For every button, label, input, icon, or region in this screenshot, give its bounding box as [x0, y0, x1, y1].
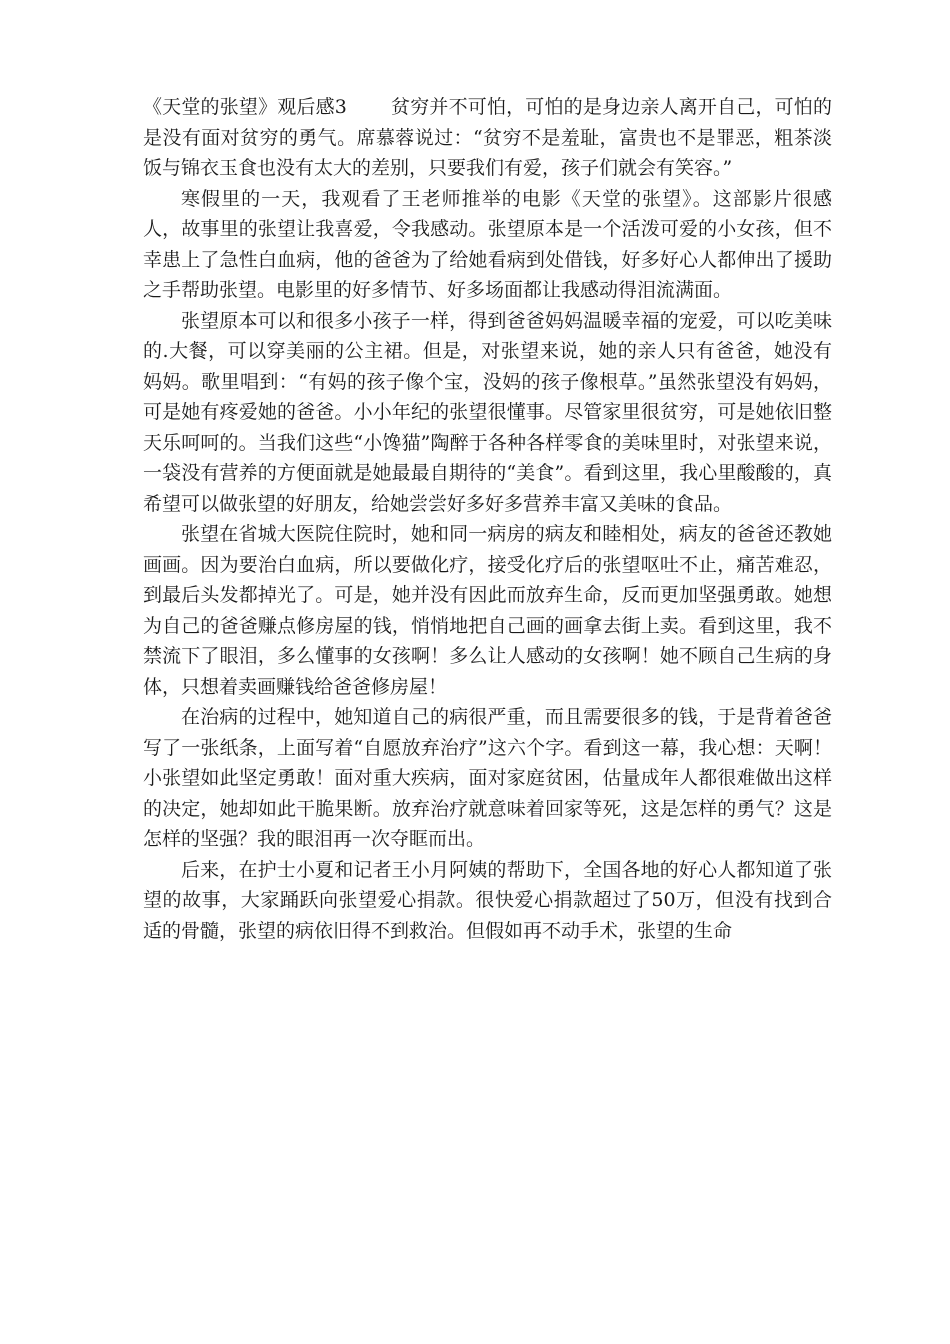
paragraph-1: 贫穷并不可怕，可怕的是身边亲人离开自己，可怕的是没有面对贫穷的勇气。席慕蓉说过：“贫穷不是羞耻，富贵也不是罪恶，粗茶淡饭与锦衣玉食也没有太大的差别，只要我们有爱，孩子们就会有笑容。”	[143, 96, 832, 179]
paragraph-4: 张望在省城大医院住院时，她和同一病房的病友和睦相处，病友的爸爸还教她画画。因为要治白血病，所以要做化疗，接受化疗后的张望呕吐不止，痛苦难忍，到最后头发都掉光了。可是，她并没有因此而放弃生命，反而更加坚强勇敢。她想为自己的爸爸赚点修房屋的钱，悄悄地把自己画的画拿去街上卖。看到这里，我不禁流下了眼泪，多么懂事的女孩啊！多么让人感动的女孩啊！她不顾自己生病的身体，只想着卖画赚钱给爸爸修房屋！	[143, 523, 832, 698]
paragraph-3: 张望原本可以和很多小孩子一样，得到爸爸妈妈温暖幸福的宠爱，可以吃美味的.大餐，可以穿美丽的公主裙。但是，对张望来说，她的亲人只有爸爸，她没有妈妈。歌里唱到：“有妈的孩子像个宝，没妈的孩子像根草。”虽然张望没有妈妈，可是她有疼爱她的爸爸。小小年纪的张望很懂事。尽管家里很贫穷，可是她依旧整天乐呵呵的。当我们这些“小馋猫”陶醉于各种各样零食的美味里时，对张望来说，一袋没有营养的方便面就是她最最自期待的“美食”。看到这里，我心里酸酸的，真希望可以做张望的好朋友，给她尝尝好多好多营养丰富又美味的食品。	[143, 309, 832, 515]
opening-paragraph	[143, 92, 832, 184]
paragraph-5: 在治病的过程中，她知道自己的病很严重，而且需要很多的钱，于是背着爸爸写了一张纸条，上面写着“自愿放弃治疗”这六个字。看到这一幕，我心想：天啊！小张望如此坚定勇敢！面对重大疾病，面对家庭贫困，估量成年人都很难做出这样的决定，她却如此干脆果断。放弃治疗就意味着回家等死，这是怎样的勇气？这是怎样的坚强？我的眼泪再一次夺眶而出。	[143, 706, 832, 850]
essay-title: 《天堂的张望》观后感3	[143, 96, 347, 118]
paragraph-2: 寒假里的一天，我观看了王老师推举的电影《天堂的张望》。这部影片很感人，故事里的张望让我喜爱，令我感动。张望原本是一个活泼可爱的小女孩，但不幸患上了急性白血病，他的爸爸为了给她看病到处借钱，好多好心人都伸出了援助之手帮助张望。电影里的好多情节、好多场面都让我感动得泪流满面。	[143, 187, 832, 301]
paragraph-6: 后来，在护士小夏和记者王小月阿姨的帮助下，全国各地的好心人都知道了张望的故事，大家踊跃向张望爱心捐款。很快爱心捐款超过了50万，但没有找到合适的骨髓，张望的病依旧得不到救治。但假如再不动手术，张望的生命	[143, 858, 832, 942]
